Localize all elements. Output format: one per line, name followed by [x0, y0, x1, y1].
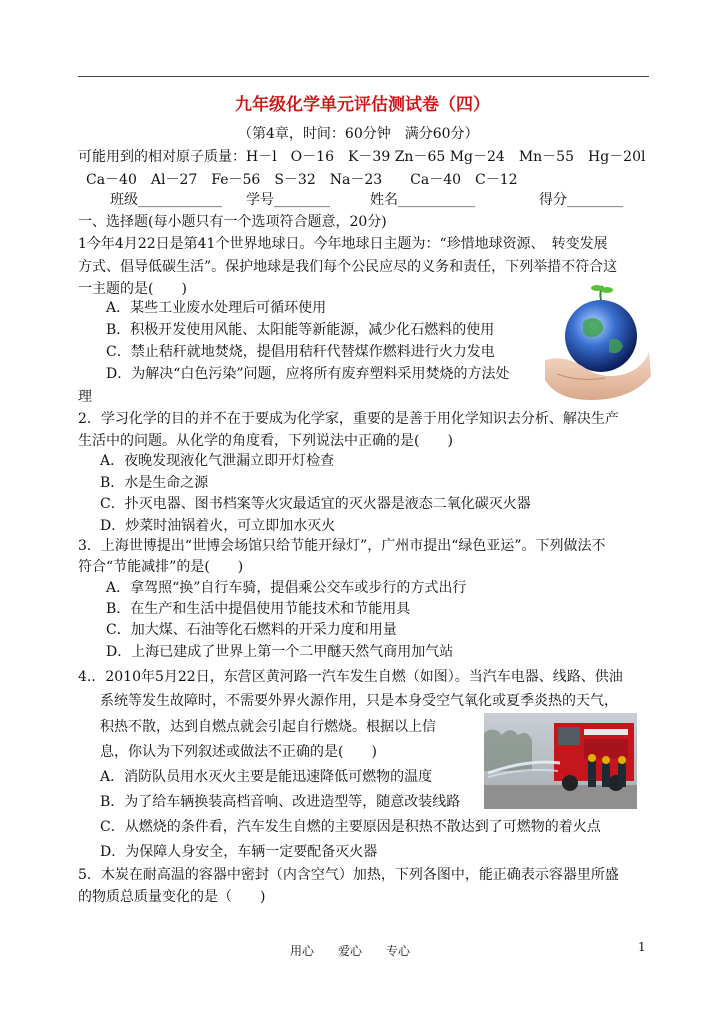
score-field[interactable]: 得分________ — [539, 192, 623, 208]
q1-stem-line-3: 一主题的是( ) — [78, 281, 187, 297]
q3-option-d: D．上海已建成了世界上第一个二甲醚天然气商用加气站 — [106, 644, 454, 660]
q4-option-a: A．消防队员用水灭火主要是能迅速降低可燃物的温度 — [100, 769, 433, 785]
page-title: 九年级化学单元评估测试卷（四） — [235, 95, 490, 115]
header-rule — [78, 76, 649, 77]
q1-stem-line-2: 方式、倡导低碳生活”。保护地球是我们每个公民应尽的义务和责任，下列举措不符合这 — [78, 259, 618, 275]
q2-option-b: B．水是生命之源 — [100, 475, 209, 491]
q4-stem-line-1: 4.．2010年5月22日，东营区黄河路一汽车发生自燃（如图）。当汽车电器、线路、供油 — [78, 669, 623, 685]
q1-option-d-line-1: D．为解决“白色污染”问题，应将所有废弃塑料采用焚烧的方法处 — [106, 366, 510, 382]
q4-stem-line-4: 息，你认为下列叙述或做法不正确的是( ) — [100, 744, 377, 760]
section-1-heading: 一、选择题(每小题只有一个选项符合题意，20分) — [78, 214, 387, 230]
q1-option-c: C．禁止秸秆就地焚烧，提倡用秸秆代替煤作燃料进行火力发电 — [106, 344, 495, 360]
q2-option-a: A．夜晚发现液化气泄漏立即开灯检查 — [100, 453, 335, 469]
atomic-masses-line-2: Ca－40 Al－27 Fe－56 S－32 Na－23 Ca－40 C－12 — [86, 172, 518, 188]
q4-stem-line-2: 系统等发生故障时，不需要外界火源作用，只是本身受空气氧化或夏季炎热的天气， — [100, 693, 618, 709]
q2-stem-line-2: 生活中的问题。从化学的角度看，下列说法中正确的是( ) — [78, 433, 453, 449]
page-subtitle: （第4章，时间：60分钟 满分60分） — [238, 126, 479, 142]
name-field[interactable]: 姓名___________ — [370, 192, 475, 208]
q4-option-b: B．为了给车辆换装高档音响、改进造型等，随意改装线路 — [100, 794, 461, 810]
q1-option-d-line-2: 理 — [78, 389, 92, 405]
q4-stem-line-3: 积热不散，达到自燃点就会引起自行燃烧。根据以上信 — [100, 719, 436, 735]
page-number: 1 — [638, 940, 646, 954]
q2-stem-line-1: 2．学习化学的目的并不在于要成为化学家，重要的是善于用化学知识去分析、解决生产 — [78, 411, 619, 427]
q3-option-b: B．在生产和生活中提倡使用节能技术和节能用具 — [106, 601, 411, 617]
fire-truck-image — [484, 713, 637, 809]
q1-option-b: B．积极开发使用风能、太阳能等新能源，减少化石燃料的使用 — [106, 322, 495, 338]
earth-in-hands-image — [543, 282, 651, 400]
q1-option-a: A．某些工业废水处理后可循环使用 — [106, 300, 327, 316]
atomic-masses-line-1: 可能用到的相对原子质量：H－l O－16 K－39 Zn－65 Mg－24 Mn－55 Hg－20l — [78, 149, 646, 165]
q1-stem-line-1: 1今年4月22日是第41个世界地球日。今年地球日主题为：“珍惜地球资源、 转变发展 — [78, 236, 608, 252]
student-number-field[interactable]: 学号________ — [246, 192, 330, 208]
q5-stem-line-1: 5．木炭在耐高温的容器中密封（内含空气）加热，下列各图中，能正确表示容器里所盛 — [78, 867, 619, 883]
q4-option-c: C．从燃烧的条件看，汽车发生自燃的主要原因是积热不散达到了可燃物的着火点 — [100, 819, 601, 835]
q4-option-d: D．为保障人身安全，车辆一定要配备灭火器 — [100, 844, 378, 860]
footer-motto: 用心 爱心 专心 — [290, 944, 411, 958]
class-field[interactable]: 班级____________ — [110, 192, 222, 208]
q3-stem-line-1: 3．上海世博提出“世博会场馆只给节能开绿灯”，广州市提出“绿色亚运”。下列做法不 — [78, 538, 606, 554]
q3-option-a: A．拿驾照“换”自行车骑，提倡乘公交车或步行的方式出行 — [106, 580, 467, 596]
q3-stem-line-2: 符合“节能减排”的是( ) — [78, 559, 244, 575]
q2-option-c: C．扑灭电器、图书档案等火灾最适宜的灭火器是液态二氧化碳灭火器 — [100, 496, 531, 512]
q3-option-c: C．加大煤、石油等化石燃料的开采力度和用量 — [106, 622, 397, 638]
q5-stem-line-2: 的物质总质量变化的是（ ) — [78, 889, 266, 905]
q2-option-d: D．炒菜时油锅着火，可立即加水灭火 — [100, 518, 336, 534]
